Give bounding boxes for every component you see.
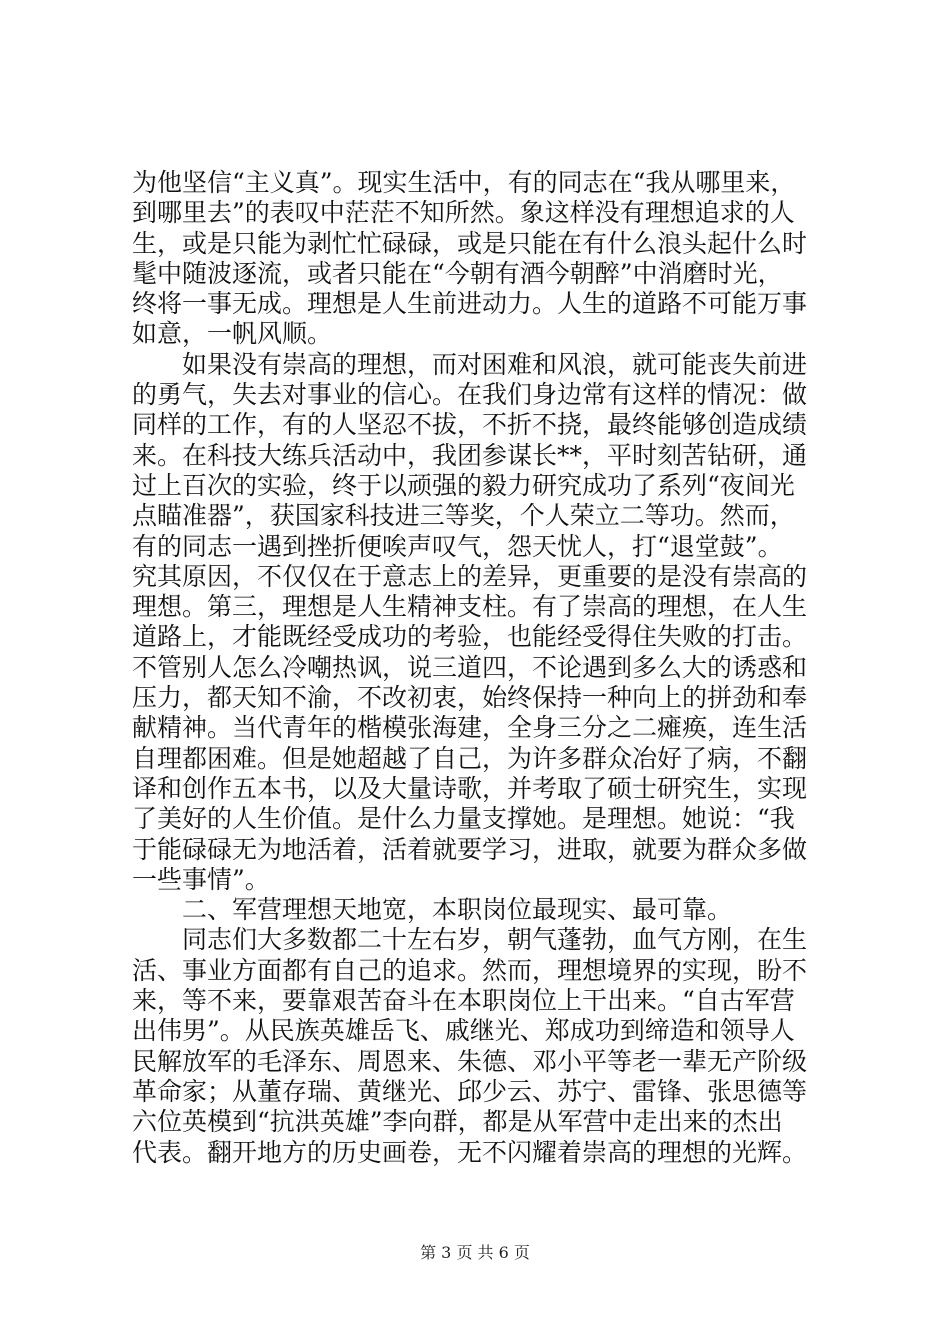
text-line: 如果没有崇高的理想，而对困难和风浪，就可能丧失前进 (132, 349, 808, 379)
text-line: 来，等不来，要靠艰苦奋斗在本职岗位上干出来。“自古军营 (132, 986, 795, 1016)
text-line: 活、事业方面都有自己的追求。然而，理想境界的实现，盼不 (132, 955, 808, 985)
text-line: 来。在科技大练兵活动中，我团参谋长**，平时刻苦钻研，通 (132, 440, 808, 470)
text-line: 究其原因，不仅仅在于意志上的差异，更重要的是没有崇高的 (132, 561, 808, 591)
text-line: 理想。第三，理想是人生精神支柱。有了崇高的理想，在人生 (132, 592, 808, 622)
text-line: 道路上，才能既经受成功的考验，也能经受得住失败的打击。 (132, 622, 808, 652)
text-line: 代表。翻开地方的历史画卷，无不闪耀着崇高的理想的光辉。 (132, 1137, 808, 1167)
text-line: 为他坚信“主义真”。现实生活中，有的同志在“我从哪里来， (132, 168, 796, 197)
text-line: 的勇气，失去对事业的信心。在我们身边常有这样的情况：做 (132, 380, 808, 410)
text-line: 过上百次的实验，终于以顽强的毅力研究成功了系列“夜间光 (132, 470, 795, 500)
page-number: 第 3 页 共 6 页 (420, 1243, 530, 1262)
text-line: 一些事情”。 (132, 864, 270, 894)
text-line: 不管别人怎么冷嘲热讽，说三道四，不论遇到多么大的诱惑和 (132, 652, 808, 682)
section-heading: 二、军营理想天地宽，本职岗位最现实、最可靠。 (132, 895, 733, 925)
text-line: 有的同志一遇到挫折便唉声叹气，怨天忧人，打“退堂鼓”。 (132, 531, 783, 561)
text-line: 了美好的人生价值。是什么力量支撑她。是理想。她说：“我 (132, 804, 795, 834)
document-body (132, 168, 830, 1168)
text-line: 髦中随波逐流，或者只能在“今朝有酒今朝醉”中消磨时光， (132, 258, 783, 288)
text-line: 六位英模到“抗洪英雄”李向群，都是从军营中走出来的杰出 (132, 1107, 783, 1137)
text-line: 到哪里去”的表叹中茫茫不知所然。象这样没有理想追求的人 (132, 198, 795, 228)
text-line: 同样的工作，有的人坚忍不拔，不折不挠，最终能够创造成绩 (132, 410, 808, 440)
text-line: 生，或是只能为剥忙忙碌碌，或是只能在有什么浪头起什么时 (132, 228, 808, 258)
text-line: 于能碌碌无为地活着，活着就要学习，进取，就要为群众多做 (132, 834, 808, 864)
text-line: 革命家；从董存瑞、黄继光、邱少云、苏宁、雷锋、张思德等 (132, 1076, 808, 1106)
text-line: 终将一事无成。理想是人生前进动力。人生的道路不可能万事 (132, 289, 808, 319)
page-footer (0, 1243, 950, 1263)
text-line: 译和创作五本书，以及大量诗歌，并考取了硕士研究生，实现 (132, 773, 808, 803)
text-line: 点瞄准器”，获国家科技进三等奖，个人荣立二等功。然而， (132, 501, 795, 531)
text-line: 出伟男”。从民族英雄岳飞、戚继光、郑成功到缔造和领导人 (132, 1016, 795, 1046)
text-line: 压力，都天知不渝，不改初衷，始终保持一种向上的拼劲和奉 (132, 683, 808, 713)
text-line: 民解放军的毛泽东、周恩来、朱德、邓小平等老一辈无产阶级 (132, 1046, 808, 1076)
text-line: 同志们大多数都二十左右岁，朝气蓬勃，血气方刚，在生 (132, 925, 808, 955)
text-line: 如意，一帆风顺。 (132, 319, 333, 349)
text-line: 献精神。当代青年的楷模张海建，全身三分之二瘫痪，连生活 (132, 713, 808, 743)
text-line: 自理都困难。但是她超越了自己，为许多群众冶好了病，不翻 (132, 743, 808, 773)
